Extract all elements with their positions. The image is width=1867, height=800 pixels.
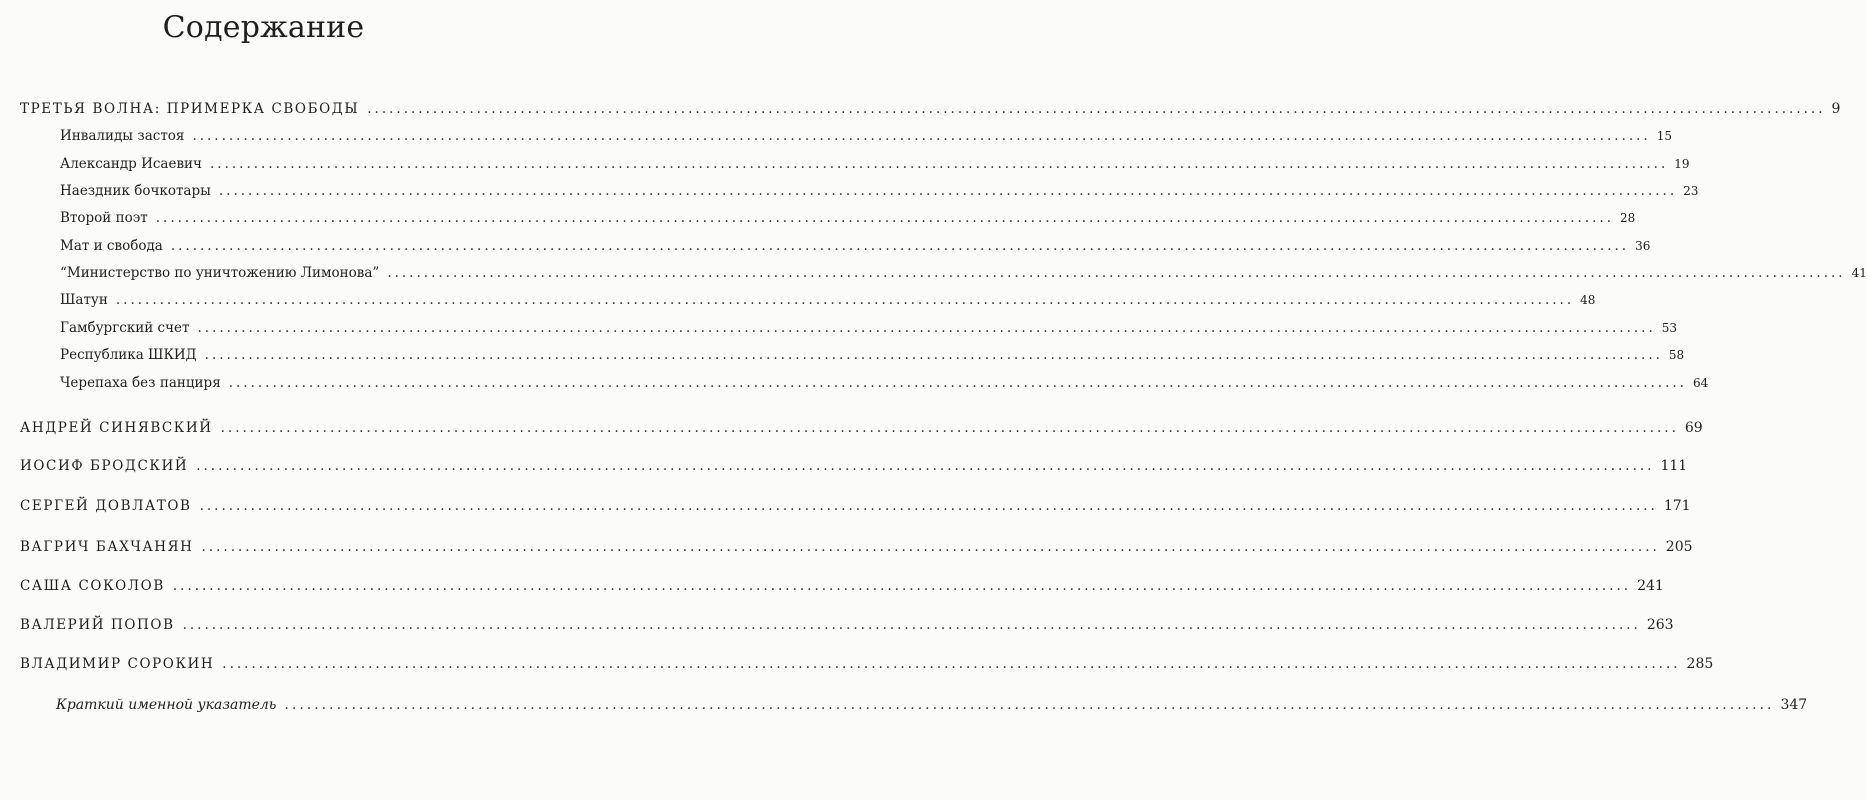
- toc-subentry[interactable]: [60, 210, 1636, 232]
- leader-dots: ........................................................................................................................................................................................................: [201, 539, 1660, 555]
- leader-dots: ........................................................................................................................................................................................................: [172, 578, 1632, 594]
- leader-dots: ........................................................................................................................................................................................................: [197, 320, 1656, 336]
- leader-dots: ........................................................................................................................................................................................................: [220, 420, 1679, 436]
- toc-section[interactable]: [20, 656, 1714, 678]
- leader-dots: ........................................................................................................................................................................................................: [199, 498, 1658, 514]
- toc-subentry[interactable]: [60, 238, 1651, 260]
- toc-subentry[interactable]: [60, 347, 1685, 369]
- toc-entry-page: 347: [1780, 697, 1808, 713]
- toc-section[interactable]: [20, 458, 1688, 480]
- toc-entry-label: Второй поэт: [60, 210, 148, 226]
- toc-entry-label: Наездник бочкотары: [60, 183, 211, 199]
- toc-subentry[interactable]: [60, 265, 1867, 287]
- toc-section-third-wave[interactable]: [20, 101, 1841, 123]
- toc-entry-label: ВАГРИЧ БАХЧАНЯН: [20, 539, 194, 555]
- toc-entry-label: САША СОКОЛОВ: [20, 578, 165, 594]
- toc-subentry[interactable]: [60, 292, 1596, 314]
- toc-entry-page: 19: [1674, 157, 1690, 171]
- toc-section[interactable]: [20, 617, 1674, 639]
- toc-entry-page: 69: [1684, 420, 1703, 436]
- toc-entry-label: ТРЕТЬЯ ВОЛНА: ПРИМЕРКА СВОБОДЫ: [20, 101, 360, 117]
- toc-section[interactable]: [20, 420, 1703, 442]
- toc-subentry[interactable]: [60, 156, 1690, 178]
- toc-entry-label: Краткий именной указатель: [56, 697, 277, 713]
- leader-dots: ........................................................................................................................................................................................................: [182, 617, 1641, 633]
- leader-dots: ........................................................................................................................................................................................................: [204, 347, 1663, 363]
- leader-dots: ........................................................................................................................................................................................................: [367, 101, 1826, 117]
- toc-entry-label: Мат и свобода: [60, 238, 163, 254]
- leader-dots: ........................................................................................................................................................................................................: [209, 156, 1669, 172]
- toc-entry-page: 58: [1668, 348, 1685, 362]
- toc-entry-label: СЕРГЕЙ ДОВЛАТОВ: [20, 498, 192, 514]
- toc-entry-label: Черепаха без панциря: [60, 375, 221, 391]
- toc-entry-label: Инвалиды застоя: [60, 128, 185, 144]
- toc-subentry[interactable]: [60, 128, 1672, 150]
- toc-entry-page: 28: [1620, 211, 1636, 225]
- toc-subentry[interactable]: [60, 320, 1678, 342]
- toc-entry-label: Александр Исаевич: [60, 156, 202, 172]
- leader-dots: ........................................................................................................................................................................................................: [170, 238, 1630, 254]
- leader-dots: ........................................................................................................................................................................................................: [115, 292, 1575, 308]
- toc-index-entry[interactable]: [56, 697, 1808, 719]
- toc-entry-page: 205: [1665, 539, 1693, 555]
- toc-entry-label: Гамбургский счет: [60, 320, 190, 336]
- leader-dots: ........................................................................................................................................................................................................: [192, 128, 1651, 144]
- toc-entry-page: 48: [1580, 293, 1596, 307]
- toc-entry-label: ВЛАДИМИР СОРОКИН: [20, 656, 215, 672]
- toc-entry-page: 36: [1635, 239, 1651, 253]
- toc-entry-page: 171: [1663, 498, 1691, 514]
- leader-dots: ........................................................................................................................................................................................................: [387, 265, 1846, 281]
- toc-entry-page: 263: [1646, 617, 1674, 633]
- leader-dots: ........................................................................................................................................................................................................: [196, 458, 1655, 474]
- toc-entry-label: АНДРЕЙ СИНЯВСКИЙ: [20, 420, 213, 436]
- page-title: Содержание: [162, 10, 365, 45]
- leader-dots: ........................................................................................................................................................................................................: [222, 656, 1681, 672]
- toc-entry-label: ИОСИФ БРОДСКИЙ: [20, 458, 189, 474]
- toc-entry-page: 15: [1656, 129, 1672, 143]
- toc-section[interactable]: [20, 498, 1691, 520]
- toc-entry-page: 241: [1637, 578, 1664, 594]
- toc-subentry[interactable]: [60, 183, 1699, 205]
- toc-entry-page: 64: [1692, 376, 1709, 390]
- toc-entry-label: “Министерство по уничтожению Лимонова”: [60, 265, 380, 281]
- toc-entry-page: 9: [1831, 101, 1841, 117]
- leader-dots: ........................................................................................................................................................................................................: [284, 697, 1775, 713]
- leader-dots: ........................................................................................................................................................................................................: [218, 183, 1678, 199]
- toc-subentry[interactable]: [60, 375, 1709, 397]
- leader-dots: ........................................................................................................................................................................................................: [155, 210, 1614, 226]
- toc-section[interactable]: [20, 578, 1664, 600]
- toc-entry-label: Шатун: [60, 292, 108, 308]
- toc-entry-page: 111: [1660, 458, 1688, 474]
- toc-section[interactable]: [20, 539, 1693, 561]
- leader-dots: ........................................................................................................................................................................................................: [228, 375, 1687, 391]
- toc-entry-page: 53: [1661, 321, 1678, 335]
- toc-entry-label: ВАЛЕРИЙ ПОПОВ: [20, 617, 175, 633]
- toc-entry-label: Республика ШКИД: [60, 347, 197, 363]
- toc-entry-page: 285: [1686, 656, 1714, 672]
- toc-entry-page: 41: [1851, 266, 1867, 280]
- toc-entry-page: 23: [1683, 184, 1699, 198]
